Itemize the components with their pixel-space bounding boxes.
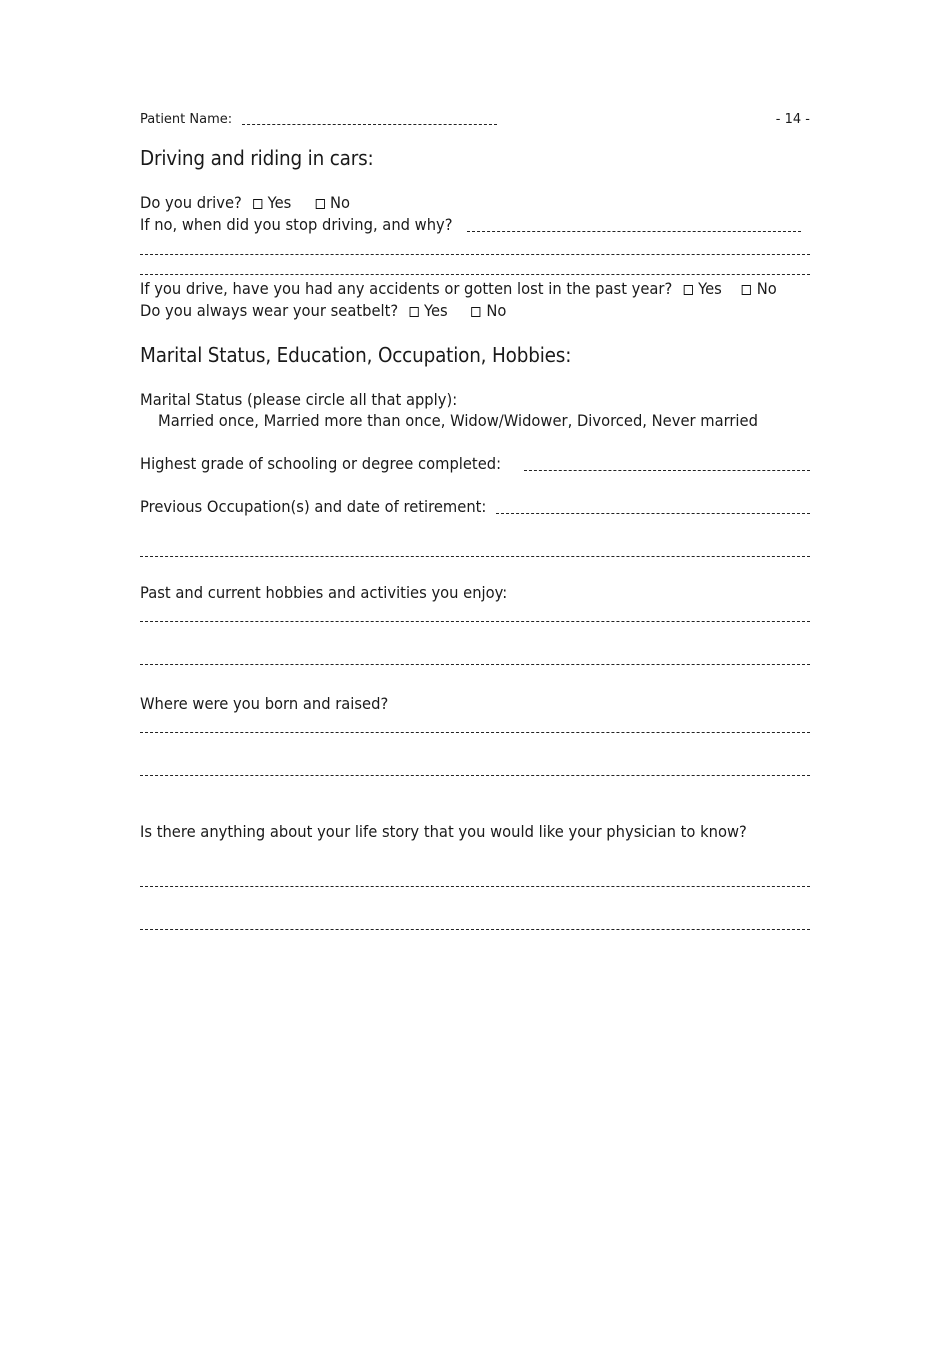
drive-question: Do you drive? [140, 193, 242, 212]
seatbelt-question: Do you always wear your seatbelt? [140, 301, 399, 320]
life-story-answer-line-2[interactable] [140, 929, 810, 930]
accidents-question: If you drive, have you had any accidents or gotten lost in the past year? [140, 279, 673, 298]
accidents-yes-checkbox[interactable] [683, 285, 692, 295]
patient-name-field[interactable] [140, 112, 497, 127]
background-heading: Marital Status, Education, Occupation, Hobbies: [140, 343, 572, 367]
hobbies-label: Past and current hobbies and activities you enjoy: [140, 583, 508, 602]
drive-yes-checkbox[interactable] [253, 199, 262, 209]
accidents-question-row [140, 279, 777, 298]
marital-status-label: Marital Status (please circle all that apply): [140, 390, 458, 409]
page-number: - 14 - [775, 112, 810, 127]
born-answer-line-2[interactable] [140, 775, 810, 776]
accidents-no-checkbox[interactable] [742, 285, 751, 295]
drive-question-row [140, 193, 350, 212]
hobbies-answer-line-1[interactable] [140, 621, 810, 622]
seatbelt-question-row [140, 301, 506, 320]
form-page [140, 0, 810, 1345]
hobbies-answer-line-2[interactable] [140, 664, 810, 665]
occupation-label: Previous Occupation(s) and date of retirement: [140, 497, 487, 516]
born-answer-line-1[interactable] [140, 732, 810, 733]
seatbelt-yes-label: Yes [423, 301, 448, 320]
education-label: Highest grade of schooling or degree completed: [140, 454, 502, 473]
accidents-no-label: No [756, 279, 777, 298]
occupation-answer-line-1[interactable] [496, 513, 810, 514]
seatbelt-no-checkbox[interactable] [472, 307, 481, 317]
patient-name-line[interactable] [242, 124, 497, 125]
stop-driving-answer-line-2[interactable] [140, 254, 810, 255]
born-label: Where were you born and raised? [140, 694, 389, 713]
occupation-answer-line-2[interactable] [140, 556, 810, 557]
drive-yes-label: Yes [267, 193, 292, 212]
accidents-yes-label: Yes [698, 279, 722, 298]
patient-name-label: Patient Name: [140, 112, 233, 127]
driving-heading: Driving and riding in cars: [140, 146, 374, 170]
seatbelt-no-label: No [486, 301, 507, 320]
stop-driving-answer-line-1[interactable] [467, 231, 801, 232]
drive-no-label: No [329, 193, 351, 212]
life-story-answer-line-1[interactable] [140, 886, 810, 887]
stop-driving-question: If no, when did you stop driving, and why? [140, 215, 453, 234]
life-story-label: Is there anything about your life story that you would like your physician to know? [140, 822, 747, 841]
seatbelt-yes-checkbox[interactable] [409, 307, 418, 317]
education-answer-line[interactable] [524, 470, 810, 471]
stop-driving-answer-line-3[interactable] [140, 274, 810, 275]
stop-driving-question-row [140, 215, 453, 234]
drive-no-checkbox[interactable] [315, 199, 324, 209]
marital-status-options[interactable]: Married once, Married more than once, Widow/Widower, Divorced, Never married [158, 411, 758, 430]
